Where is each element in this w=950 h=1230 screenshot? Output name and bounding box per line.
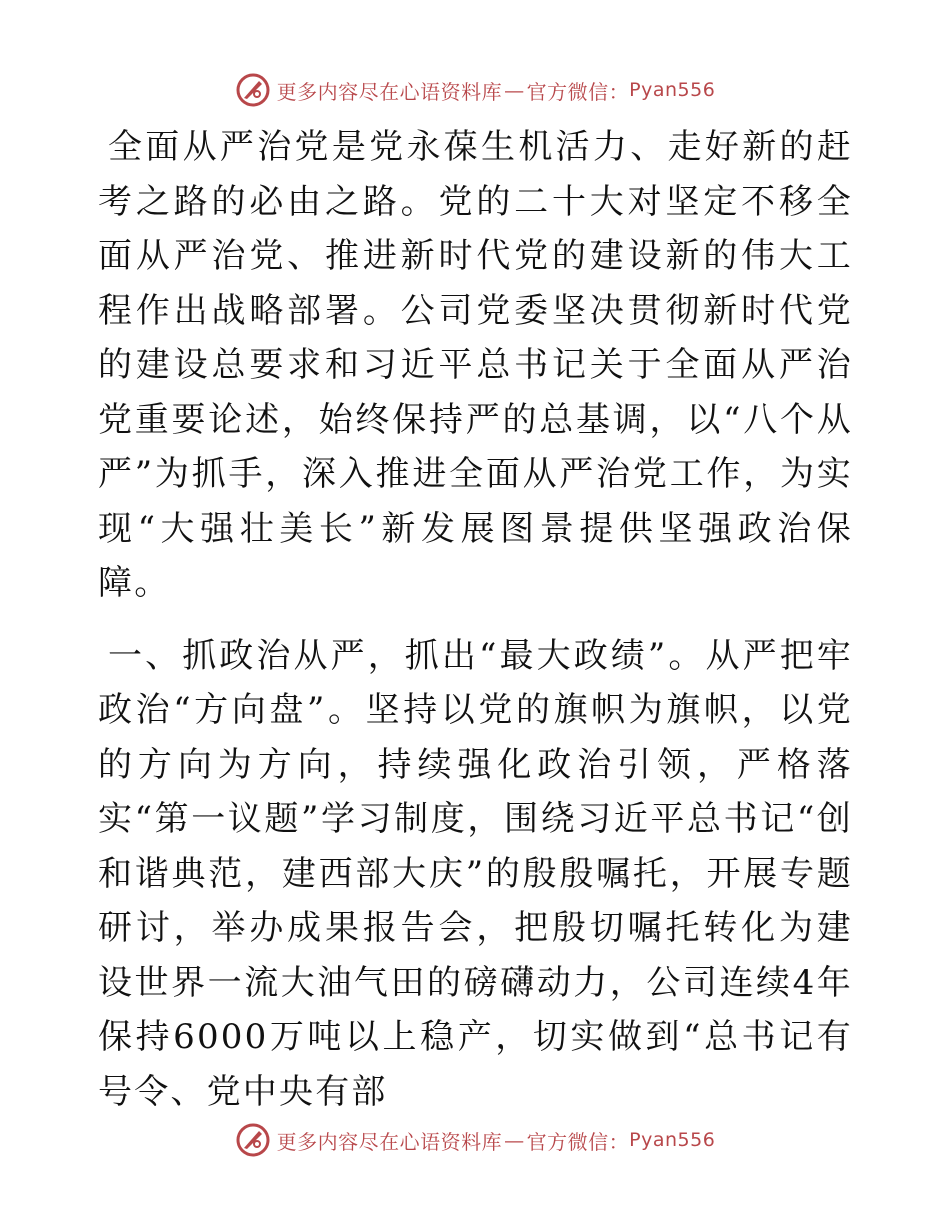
banner-wechat-label: 官方微信： — [526, 1129, 630, 1154]
footer-banner — [0, 1120, 950, 1160]
document-body — [98, 120, 853, 1119]
banner-wechat-label: 官方微信： — [526, 79, 630, 104]
banner-text: 更多内容尽在心语资料库 — [276, 1129, 503, 1154]
quill-seal-icon — [235, 72, 271, 108]
paragraph-intro: 全面从严治党是党永葆生机活力、走好新的赶考之路的必由之路。党的二十大对坚定不移全面从严治党、推进新时代党的建设新的伟大工程作出战略部署。公司党委坚决贯彻新时代党的建设总要求和习近平总书记关于全面从严治党重要论述，始终保持严的总基调，以“八个从严”为抓手，深入推进全面从严治党工作，为实现“大强壮美长”新发展图景提供坚强政治保障。 — [98, 127, 853, 603]
banner-wechat-id: Pyan556 — [629, 79, 716, 101]
banner-separator: — — [504, 78, 525, 102]
banner-separator: — — [504, 1128, 525, 1152]
header-banner — [0, 70, 950, 110]
quill-seal-icon — [235, 1122, 271, 1158]
banner-wechat-id: Pyan556 — [629, 1129, 716, 1151]
paragraph-section-one: 一、抓政治从严，抓出“最大政绩”。从严把牢政治“方向盘”。坚持以党的旗帜为旗帜，以党的方向为方向，持续强化政治引领，严格落实“第一议题”学习制度，围绕习近平总书记“创和谐典范，建西部大庆”的殷殷嘱托，开展专题研讨，举办成果报告会，把殷切嘱托转化为建设世界一流大油气田的磅礴动力，公司连续4年保持6000万吨以上稳产，切实做到“总书记有号令、党中央有部 — [98, 635, 853, 1112]
banner-text: 更多内容尽在心语资料库 — [276, 79, 503, 104]
